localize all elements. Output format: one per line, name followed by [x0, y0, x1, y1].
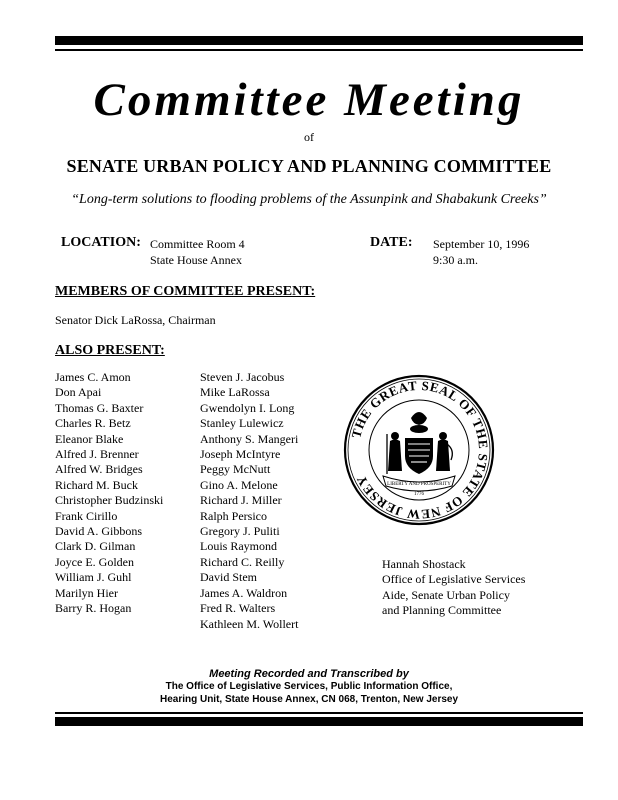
- footer-line-2: The Office of Legislative Services, Public Information Office,: [165, 681, 453, 692]
- seal-text: THE GREAT SEAL OF THE STATE OF NEW JERSEY: [348, 377, 492, 523]
- attendee-name: Richard J. Miller: [200, 493, 282, 508]
- attendees-column-1: [55, 370, 163, 617]
- attendee-name: Thomas G. Baxter: [55, 400, 144, 415]
- attendee-name: James A. Waldron: [200, 585, 288, 600]
- footer-line-3: Hearing Unit, State House Annex, CN 068, Trenton, New Jersey: [159, 694, 459, 705]
- location-value: [150, 236, 245, 268]
- footer-heading: Meeting Recorded and Transcribed by: [209, 668, 409, 680]
- seal-year: 1776: [414, 492, 424, 497]
- attendee-name: Kathleen M. Wollert: [200, 616, 299, 631]
- attendee-name: Steven J. Jacobus: [200, 370, 285, 384]
- attendee-name: David A. Gibbons: [55, 524, 142, 539]
- meeting-subject: “Long-term solutions to flooding problems of the Assunpink and Shabakunk Creeks”: [71, 192, 547, 207]
- top-thin-rule: [55, 49, 583, 51]
- attendee-name: Alfred W. Bridges: [55, 462, 143, 477]
- attendee-name: Mike LaRossa: [200, 385, 270, 400]
- state-seal: [343, 374, 495, 526]
- attendee-name: Eleanor Blake: [55, 431, 124, 446]
- attendee-name: Clark D. Gilman: [55, 539, 136, 554]
- attendee-name: Barry R. Hogan: [55, 601, 132, 616]
- attendee-name: Christopher Budzinski: [55, 493, 164, 508]
- date-day: September 10, 1996: [433, 237, 530, 251]
- attendee-name: Gregory J. Puliti: [200, 524, 280, 539]
- attendee-name: Peggy McNutt: [200, 462, 271, 477]
- date-value: [433, 236, 529, 268]
- attendee-name: Gino A. Melone: [200, 477, 278, 492]
- attendee-name: Joyce E. Golden: [55, 554, 134, 569]
- staff-name: Hannah Shostack: [382, 557, 466, 571]
- also-present-heading: ALSO PRESENT:: [55, 343, 165, 358]
- attendee-name: William J. Guhl: [55, 570, 132, 585]
- attendee-name: James C. Amon: [55, 370, 131, 384]
- of-text: of: [304, 130, 314, 144]
- location-label: LOCATION:: [61, 235, 141, 250]
- attendee-name: Don Apai: [55, 385, 102, 400]
- top-thick-rule: [55, 36, 583, 45]
- attendee-name: Marilyn Hier: [55, 585, 118, 600]
- date-time: 9:30 a.m.: [433, 253, 478, 267]
- attendee-name: David Stem: [200, 570, 257, 585]
- attendee-name: Charles R. Betz: [55, 416, 131, 431]
- location-room: Committee Room 4: [150, 237, 245, 251]
- attendee-name: Gwendolyn I. Long: [200, 400, 295, 415]
- chairman: Senator Dick LaRossa, Chairman: [55, 313, 216, 327]
- attendee-name: Fred R. Walters: [200, 601, 276, 616]
- attendee-name: Alfred J. Brenner: [55, 447, 139, 462]
- bottom-thick-rule: [55, 717, 583, 726]
- attendee-name: Ralph Persico: [200, 508, 267, 523]
- members-heading: MEMBERS OF COMMITTEE PRESENT:: [55, 284, 316, 299]
- attendee-name: Stanley Lulewicz: [200, 416, 284, 431]
- attendee-name: Frank Cirillo: [55, 508, 118, 523]
- page-title: Committee Meeting: [93, 74, 525, 126]
- staff-role-2: and Planning Committee: [382, 603, 502, 618]
- attendee-name: Richard M. Buck: [55, 477, 138, 492]
- location-building: State House Annex: [150, 253, 242, 267]
- attendee-name: Louis Raymond: [200, 539, 277, 554]
- attendee-name: Anthony S. Mangeri: [200, 431, 299, 446]
- date-label: DATE:: [370, 235, 413, 250]
- attendee-name: Richard C. Reilly: [200, 554, 285, 569]
- staff-office: Office of Legislative Services: [382, 572, 526, 587]
- attendee-name: Joseph McIntyre: [200, 447, 281, 462]
- attendees-column-2: [200, 370, 298, 632]
- bottom-thin-rule: [55, 712, 583, 714]
- seal-motto: LIBERTY AND PROSPERITY: [387, 482, 451, 487]
- staff-role-1: Aide, Senate Urban Policy: [382, 587, 510, 602]
- committee-name: SENATE URBAN POLICY AND PLANNING COMMITTEE: [66, 156, 552, 176]
- staff-block: [382, 557, 525, 619]
